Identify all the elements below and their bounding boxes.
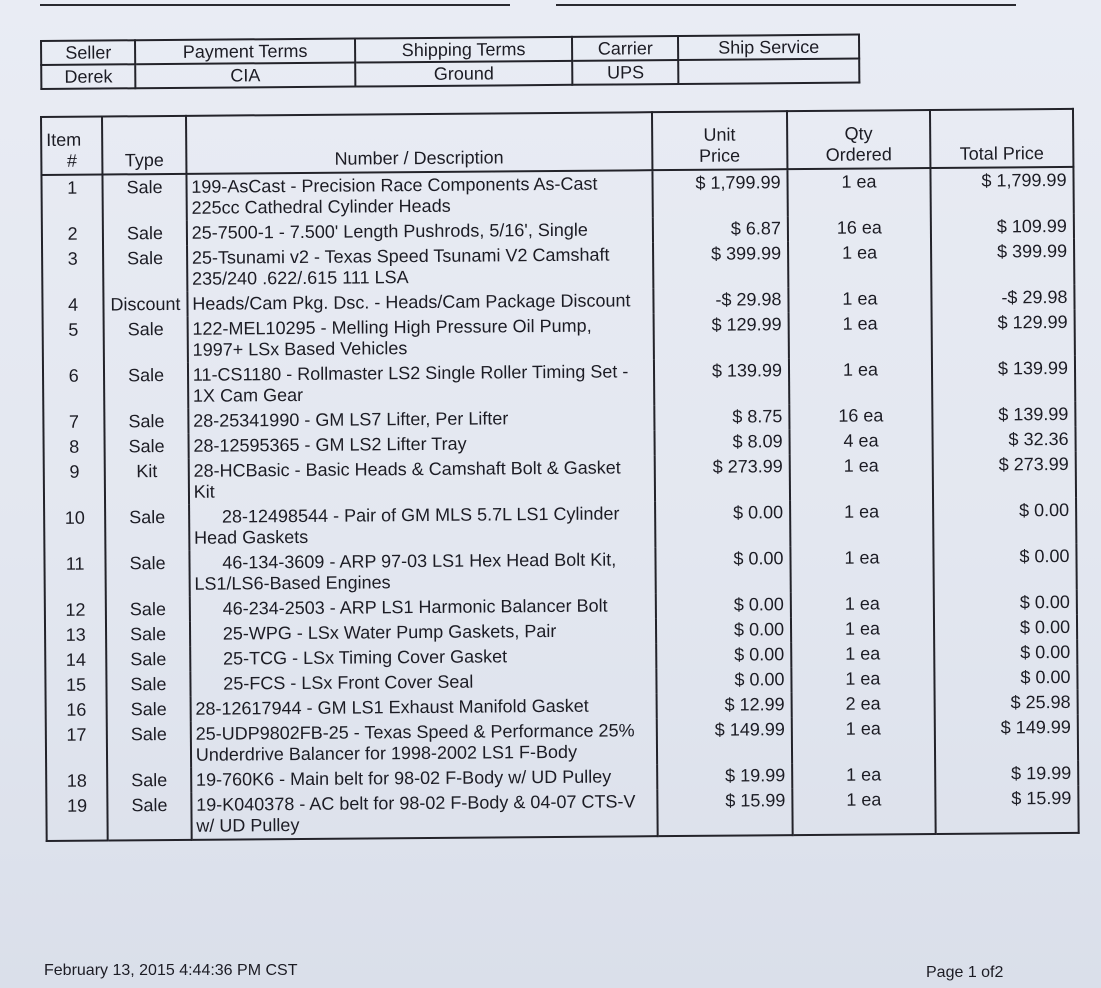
description-line2: 225cc Cathedral Cylinder Heads (191, 195, 451, 218)
item-number-cell: 14 (45, 647, 106, 672)
description-line1: 28-25341990 - GM LS7 Lifter, Per Lifter (193, 408, 509, 431)
unit-price-cell: $ 399.99 (653, 241, 789, 288)
table-row (43, 356, 1075, 410)
description-line2: 1X Cam Gear (192, 384, 304, 406)
type-cell: Sale (106, 647, 190, 673)
total-price-cell: $ 32.36 (932, 427, 1075, 453)
unit-price-cell: $ 15.99 (657, 788, 793, 836)
top-border-right (556, 0, 1016, 6)
description-cell (189, 501, 655, 551)
carrier-header: Carrier (572, 36, 678, 61)
type-cell: Sale (107, 697, 191, 723)
table-row (41, 167, 1073, 222)
table-row (46, 715, 1078, 769)
description-line1: 25-7500-1 - 7.500' Length Pushrods, 5/16', Single (191, 219, 588, 243)
payment-terms-value: CIA (136, 63, 355, 89)
item-number-cell: 5 (43, 318, 105, 364)
type-cell: Kit (105, 459, 189, 506)
description-line2: 1997+ LSx Based Vehicles (192, 338, 408, 360)
qty-cell: 2 ea (792, 691, 935, 717)
description-line2: Kit (193, 481, 215, 502)
description-cell (190, 593, 656, 622)
qty-cell: 1 ea (787, 168, 930, 216)
description-line1: 46-134-3609 - ARP 97-03 LS1 Hex Head Bolt Kit, (222, 549, 617, 573)
description-line1: 25-FCS - LSx Front Cover Seal (223, 671, 474, 694)
type-cell: Sale (106, 551, 190, 598)
unit-price-cell: $ 0.00 (655, 546, 791, 593)
item-number-cell: 6 (43, 364, 105, 410)
terms-table (40, 34, 860, 90)
description-cell (187, 217, 653, 246)
description-line1: 28-12595365 - GM LS2 Lifter Tray (193, 433, 467, 456)
description-line1: 28-HCBasic - Basic Heads & Camshaft Bolt & Gasket (193, 457, 621, 481)
item-number-cell: 15 (45, 672, 106, 697)
item-number-cell: 9 (44, 460, 106, 506)
qty-header-line2: Ordered (825, 144, 892, 165)
items-header-row (41, 109, 1073, 175)
qty-cell: 1 ea (788, 240, 931, 287)
item-header-line2: # (66, 150, 78, 171)
type-cell: Sale (107, 722, 191, 769)
unit-price-cell: $ 12.99 (656, 692, 792, 718)
qty-cell: 1 ea (790, 453, 933, 500)
type-cell: Sale (104, 317, 188, 364)
description-cell (190, 693, 656, 722)
qty-cell: 1 ea (792, 787, 935, 835)
line-items-table (40, 108, 1080, 842)
item-number-cell: 16 (46, 697, 107, 722)
description-line1: 11-CS1180 - Rollmaster LS2 Single Roller Timing Set - (192, 361, 629, 385)
unit-price-cell: $ 6.87 (652, 216, 788, 242)
unit-price-cell: $ 8.09 (654, 429, 790, 455)
type-header: Type (102, 116, 186, 175)
total-price-cell: $ 273.99 (933, 452, 1076, 499)
type-cell: Sale (104, 363, 188, 410)
qty-cell: 1 ea (792, 762, 935, 788)
description-cell (187, 313, 653, 363)
qty-cell: 1 ea (791, 666, 934, 692)
total-price-cell: $ 139.99 (932, 356, 1075, 403)
unit-price-cell: $ 149.99 (656, 717, 792, 764)
description-line1: 28-12498544 - Pair of GM MLS 5.7L LS1 Cylinder (221, 503, 620, 527)
items-body (41, 167, 1078, 841)
item-number-cell: 18 (46, 768, 107, 793)
type-cell: Sale (108, 793, 192, 841)
table-row (44, 452, 1076, 506)
unit-price-cell: $ 0.00 (655, 500, 791, 547)
total-price-cell: $ 109.99 (931, 214, 1074, 240)
seller-header: Seller (41, 40, 136, 65)
item-number-cell: 4 (42, 293, 103, 318)
unit-header-line2: Price (699, 145, 741, 166)
carrier-value: UPS (573, 60, 679, 85)
total-price-cell: $ 25.98 (934, 690, 1077, 716)
total-price-cell: $ 0.00 (934, 590, 1077, 616)
total-price-cell: $ 139.99 (932, 402, 1075, 428)
unit-price-cell: $ 139.99 (654, 358, 790, 405)
table-row (43, 310, 1075, 364)
description-cell (191, 764, 657, 793)
type-cell: Sale (103, 221, 187, 247)
item-number-cell: 8 (44, 435, 105, 460)
total-price-cell: $ 0.00 (934, 615, 1077, 641)
item-number-cell: 1 (41, 175, 103, 222)
total-price-cell: $ 149.99 (935, 715, 1078, 762)
terms-value-row (41, 59, 859, 89)
unit-price-cell: $ 273.99 (654, 454, 790, 501)
type-cell: Discount (104, 292, 188, 318)
total-price-cell: $ 1,799.99 (930, 167, 1073, 215)
description-cell (189, 547, 655, 597)
unit-price-cell: $ 0.00 (656, 617, 792, 643)
type-cell: Sale (103, 174, 187, 222)
item-number-cell: 3 (42, 247, 104, 293)
total-price-cell: $ 0.00 (933, 498, 1076, 545)
description-line2: w/ UD Pulley (196, 814, 300, 836)
description-line1: 122-MEL10295 - Melling High Pressure Oil Pump, (192, 315, 592, 339)
item-number-cell: 11 (44, 551, 106, 597)
table-row (44, 544, 1076, 598)
qty-cell: 1 ea (791, 641, 934, 667)
description-cell (190, 668, 656, 697)
item-header-line1: Item (46, 129, 82, 150)
total-price-cell: $ 0.00 (933, 544, 1076, 591)
item-number-cell: 2 (42, 222, 103, 247)
qty-cell: 1 ea (791, 591, 934, 617)
description-cell (188, 405, 654, 434)
description-line1: Heads/Cam Pkg. Dsc. - Heads/Cam Package Discount (192, 290, 631, 314)
unit-header-line1: Unit (703, 124, 736, 145)
total-price-cell: $ 129.99 (931, 310, 1074, 357)
top-border-left (40, 0, 510, 6)
description-line2: LS1/LS6-Based Engines (194, 572, 391, 594)
unit-price-cell: $ 129.99 (653, 312, 789, 359)
unit-price-cell: $ 1,799.99 (652, 169, 788, 217)
description-line1: 19-K040378 - AC belt for 98-02 F-Body & 04-07 CTS-V (196, 791, 636, 815)
item-number-cell: 7 (43, 410, 104, 435)
description-line1: 25-Tsunami v2 - Texas Speed Tsunami V2 Camshaft (191, 244, 610, 268)
qty-cell: 16 ea (788, 215, 931, 241)
qty-cell: 1 ea (789, 311, 932, 358)
payment-terms-header: Payment Terms (135, 39, 354, 65)
unit-price-cell: $ 0.00 (655, 592, 791, 618)
item-number-cell: 13 (45, 622, 106, 647)
qty-cell: 1 ea (792, 716, 935, 763)
description-cell (190, 618, 656, 647)
description-cell (188, 359, 654, 409)
description-line1: 19-760K6 - Main belt for 98-02 F-Body w/ UD Pulley (195, 766, 612, 790)
printed-timestamp: February 13, 2015 4:44:36 PM CST (44, 962, 298, 979)
description-line1: 25-UDP9802FB-25 - Texas Speed & Performance 25% (195, 720, 635, 744)
item-number-header (41, 117, 103, 175)
unit-price-cell: -$ 29.98 (653, 287, 789, 313)
item-number-cell: 19 (46, 793, 108, 840)
unit-price-cell: $ 19.99 (657, 763, 793, 789)
qty-ordered-header (787, 110, 930, 169)
type-cell: Sale (105, 505, 189, 552)
shipping-terms-value: Ground (355, 61, 573, 87)
description-line2: Head Gaskets (194, 526, 309, 548)
type-cell: Sale (105, 409, 189, 435)
seller-value: Derek (41, 64, 136, 89)
type-cell: Sale (106, 622, 190, 648)
description-line1: 46-234-2503 - ARP LS1 Harmonic Balancer Bolt (222, 595, 608, 619)
qty-cell: 1 ea (789, 357, 932, 404)
description-line1: 28-12617944 - GM LS1 Exhaust Manifold Gasket (195, 695, 589, 719)
description-line1: 25-TCG - LSx Timing Cover Gasket (222, 646, 508, 669)
type-cell: Sale (107, 672, 191, 698)
description-cell (191, 789, 657, 840)
description-line1: 199-AsCast - Precision Race Components As-Cast (191, 173, 598, 197)
description-cell (191, 718, 657, 768)
total-price-cell: $ 19.99 (935, 761, 1078, 787)
shipping-terms-header: Shipping Terms (355, 37, 573, 63)
unit-price-cell: $ 0.00 (656, 667, 792, 693)
description-cell (190, 643, 656, 672)
type-cell: Sale (106, 597, 190, 623)
description-cell (187, 242, 653, 292)
description-line1: 25-WPG - LSx Water Pump Gaskets, Pair (222, 620, 557, 644)
type-cell: Sale (105, 434, 189, 460)
qty-cell: 1 ea (790, 499, 933, 546)
type-cell: Sale (103, 246, 187, 293)
qty-cell: 1 ea (790, 545, 933, 592)
total-price-cell: $ 399.99 (931, 239, 1074, 286)
qty-cell: 1 ea (791, 616, 934, 642)
description-header: Number / Description (186, 112, 652, 174)
ship-service-value (678, 59, 859, 84)
description-cell (188, 455, 654, 505)
description-line2: 235/240 .622/.615 111 LSA (192, 267, 409, 289)
item-number-cell: 12 (45, 597, 106, 622)
qty-header-line1: Qty (844, 123, 873, 144)
total-price-header: Total Price (930, 109, 1074, 168)
unit-price-cell: $ 8.75 (654, 404, 790, 430)
type-cell: Sale (107, 768, 191, 794)
total-price-cell: $ 15.99 (935, 786, 1078, 834)
description-cell (188, 430, 654, 459)
ship-service-header: Ship Service (678, 35, 859, 60)
qty-cell: 16 ea (789, 403, 932, 429)
unit-price-cell: $ 0.00 (656, 642, 792, 668)
description-line2: Underdrive Balancer for 1998-2002 LS1 F-Body (195, 741, 578, 765)
qty-cell: 1 ea (788, 286, 931, 312)
total-price-cell: $ 0.00 (934, 665, 1077, 691)
description-cell (186, 170, 652, 221)
qty-cell: 4 ea (789, 428, 932, 454)
total-price-cell: -$ 29.98 (931, 285, 1074, 311)
item-number-cell: 10 (44, 505, 106, 551)
total-price-cell: $ 0.00 (934, 640, 1077, 666)
unit-price-header (652, 111, 788, 170)
table-row (44, 498, 1076, 552)
table-row (42, 239, 1074, 293)
item-number-cell: 17 (46, 722, 108, 768)
table-row (46, 786, 1078, 841)
page-number: Page 1 of2 (926, 964, 1004, 981)
description-cell (187, 288, 653, 317)
